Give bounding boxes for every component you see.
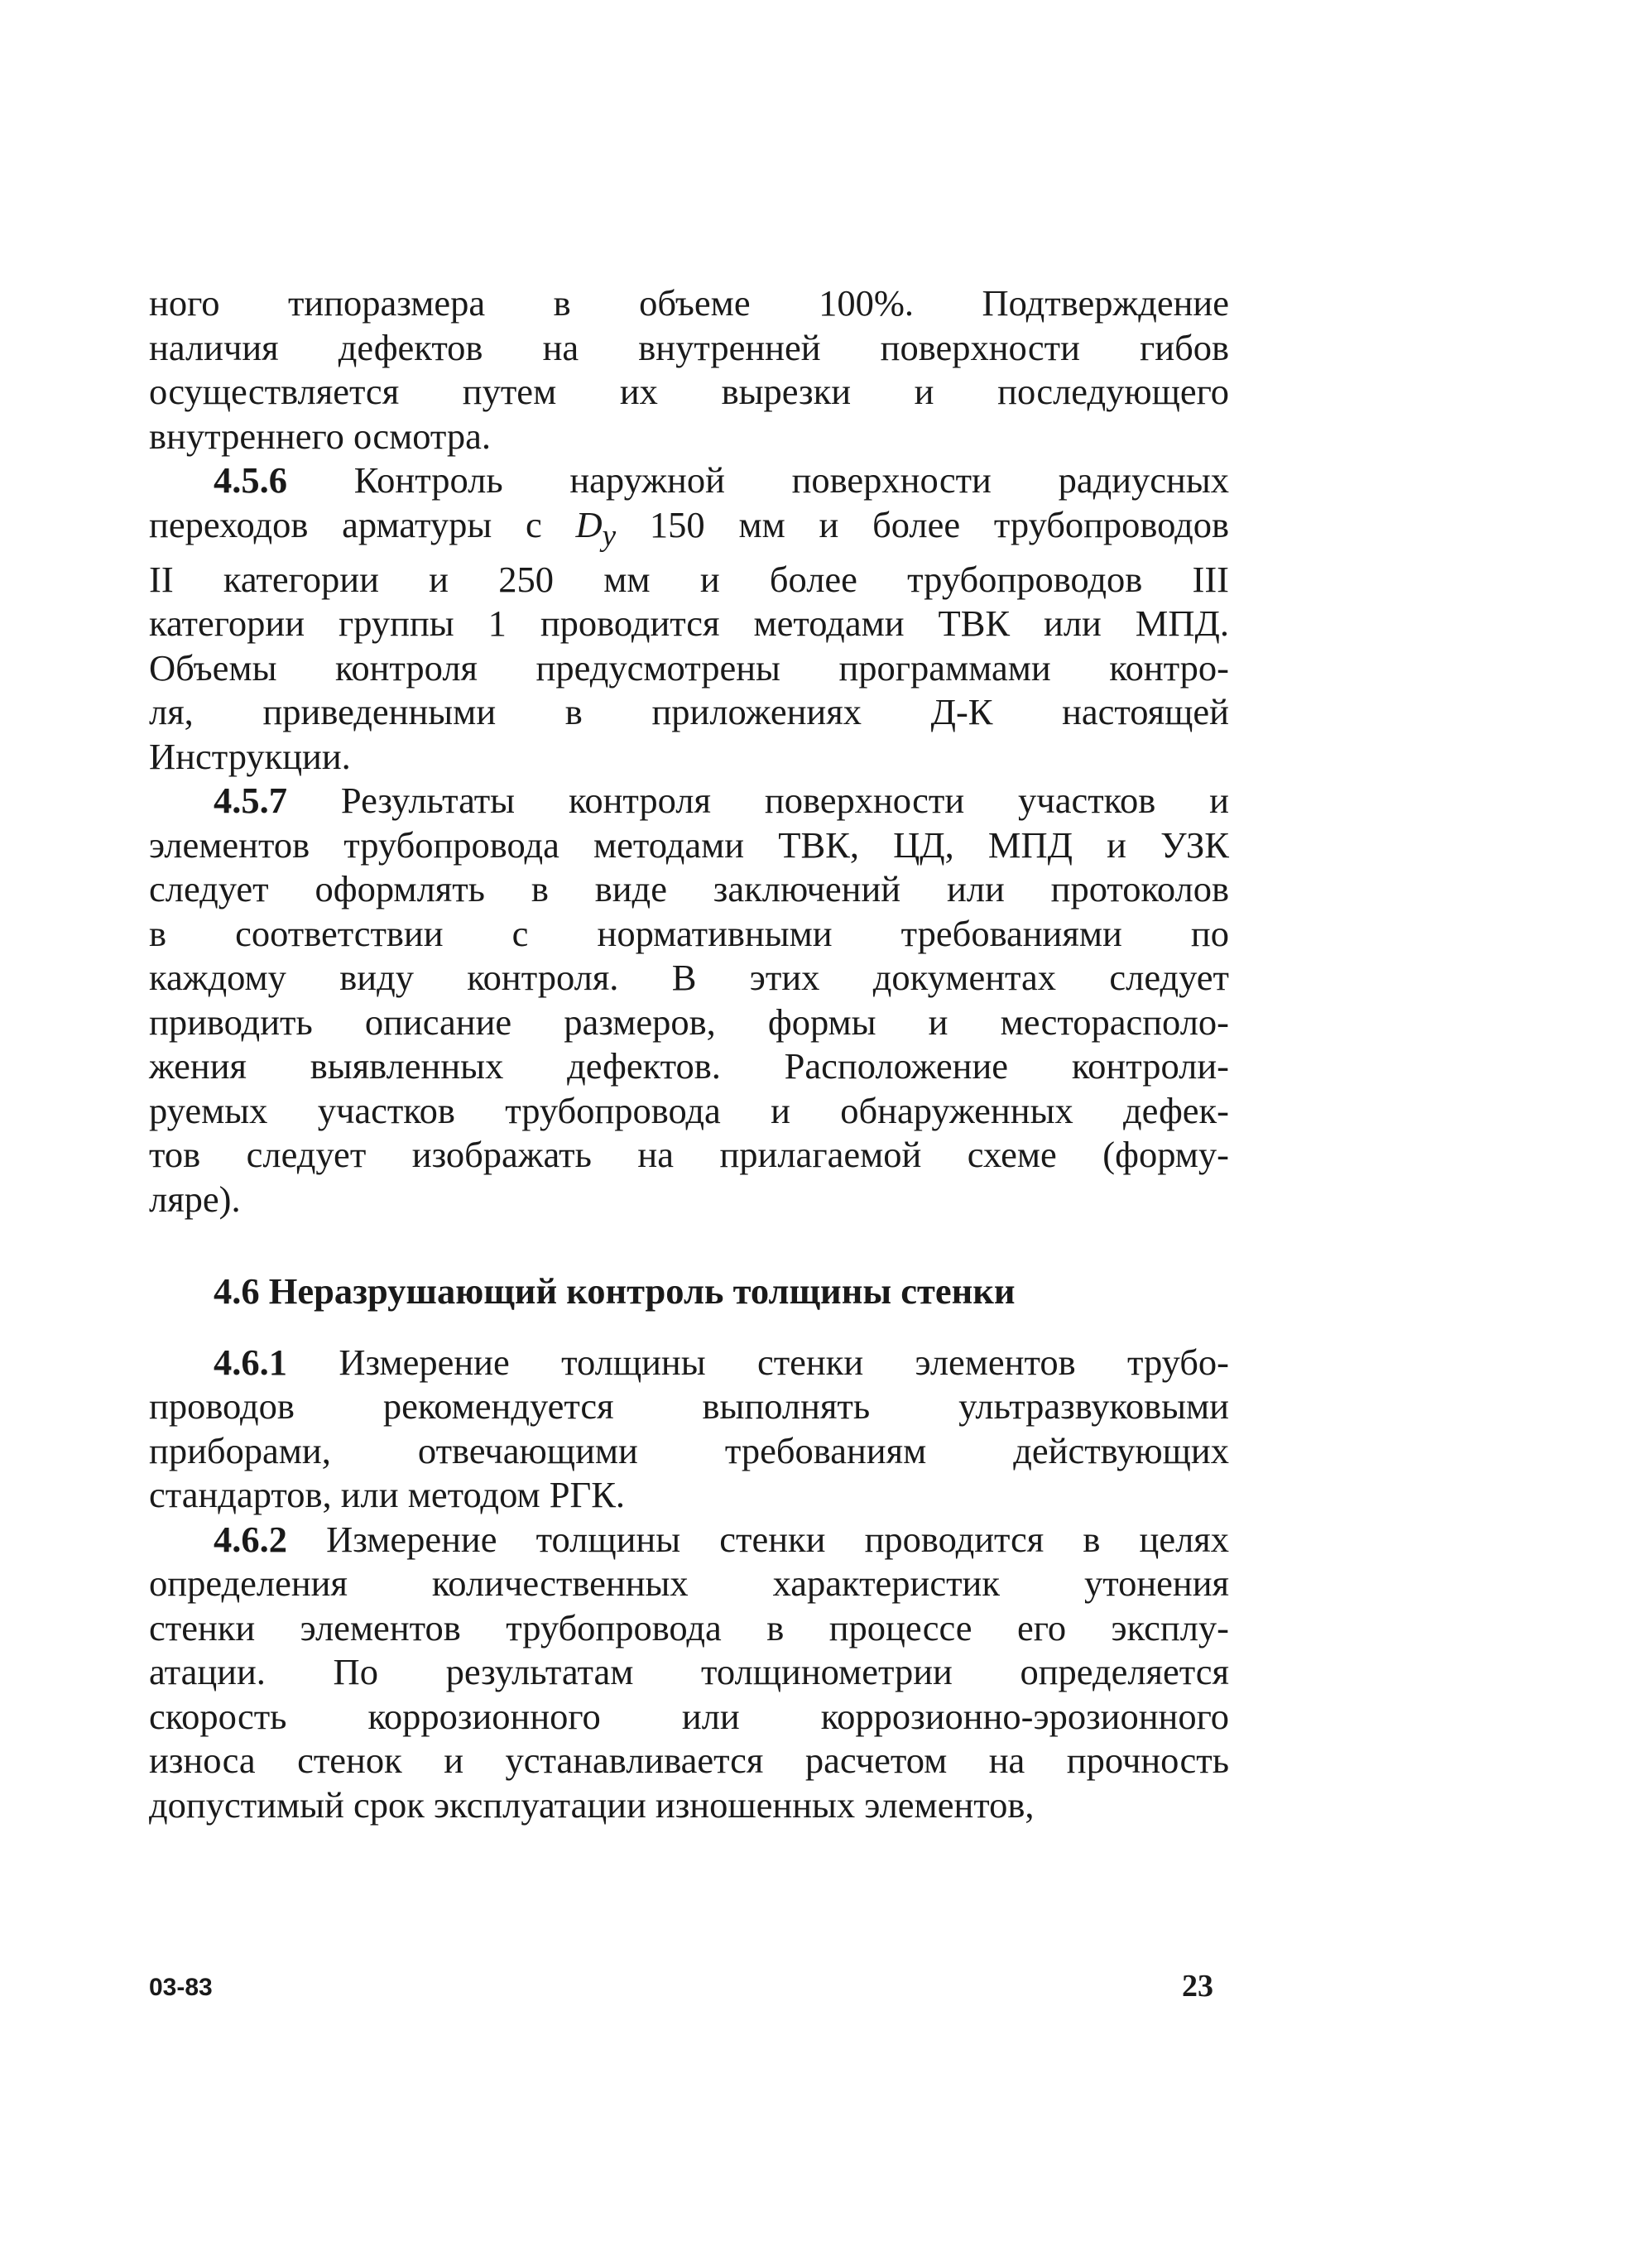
page-number: 23 [1182, 1969, 1213, 2004]
text-line: каждому виду контроля. В этих документах следует [149, 957, 1229, 999]
text-line: внутреннего осмотра. [149, 415, 492, 457]
dy-letter: D [575, 503, 603, 545]
clause-number: 4.6.2 [214, 1518, 287, 1560]
text-line: жения выявленных дефектов. Расположение контроли- [149, 1045, 1229, 1087]
paragraph-4-6-1 [149, 1341, 1229, 1518]
clause-number: 4.5.7 [214, 780, 287, 822]
text-line: категории группы 1 проводится методами ТВК или МПД. [149, 602, 1229, 645]
text-line [149, 458, 1229, 503]
text-line: ного типоразмера в объеме 100%. Подтверждение [149, 282, 1229, 324]
text-line: тов следует изображать на прилагаемой схеме (форму- [149, 1134, 1229, 1176]
section-heading: 4.6 Неразрушающий контроль толщины стенки [214, 1270, 1016, 1313]
clause-text: Результаты контроля поверхности участков и [340, 780, 1229, 822]
text-line: осуществляется путем их вырезки и последующего [149, 371, 1229, 412]
text-line: II категории и 250 мм и более трубопроводов III [149, 558, 1229, 600]
text-line: атации. По результатам толщинометрии определяется [149, 1651, 1229, 1693]
text-line: наличия дефектов на внутренней поверхности гибов [149, 326, 1229, 368]
paragraph-4-5-6 [149, 458, 1229, 779]
clause-text: Контроль наружной поверхности радиусных [353, 459, 1229, 501]
clause-text: Измерение толщины стенки проводится в целях [326, 1518, 1229, 1560]
document-body [149, 281, 1229, 1827]
document-code: 03-83 [149, 1974, 213, 2001]
text-line: следует оформлять в виде заключений или протоколов [149, 868, 1229, 910]
text-line: Инструкции. [149, 735, 351, 777]
text-line: Объемы контроля предусмотрены программами контро- [149, 646, 1229, 689]
text-line: приборами, отвечающими требованиям действующих [149, 1429, 1229, 1471]
dy-symbol [575, 503, 617, 553]
text-line [149, 1341, 1229, 1385]
paragraph-continuation [149, 281, 1229, 458]
text-fragment: переходов арматуры с [149, 503, 542, 545]
paragraph-4-5-7 [149, 779, 1229, 1221]
text-line: определения количественных характеристик утонения [149, 1562, 1229, 1605]
text-fragment: 150 мм и более трубопроводов [649, 503, 1230, 545]
text-line: износа стенок и устанавливается расчетом на прочность [149, 1740, 1229, 1782]
clause-text: Измерение толщины стенки элементов трубо- [339, 1341, 1229, 1383]
text-line: в соответствии с нормативными требованиями по [149, 912, 1229, 954]
text-line: стандартов, или методом РГК. [149, 1474, 626, 1516]
text-line: элементов трубопровода методами ТВК, ЦД, МПД и УЗК [149, 823, 1229, 866]
text-line [149, 1518, 1229, 1562]
paragraph-4-6-2 [149, 1518, 1229, 1828]
text-line: скорость коррозионного или коррозионно-эрозионного [149, 1695, 1229, 1737]
text-line: ля, приведенными в приложениях Д-К настоящей [149, 691, 1229, 733]
clause-number: 4.6.1 [214, 1341, 287, 1383]
text-line: стенки элементов трубопровода в процессе его эксплу- [149, 1606, 1229, 1649]
text-line: приводить описание размеров, формы и месторасполо- [149, 1001, 1229, 1043]
text-line: проводов рекомендуется выполнять ультразвуковыми [149, 1385, 1229, 1428]
text-line [149, 779, 1229, 823]
text-line: руемых участков трубопровода и обнаруженных дефек- [149, 1089, 1229, 1131]
dy-subscript: у [602, 518, 617, 553]
text-line [149, 503, 1229, 558]
clause-number: 4.5.6 [214, 459, 287, 501]
text-line: ляре). [149, 1178, 241, 1220]
text-line: допустимый срок эксплуатации изношенных элементов, [149, 1783, 1035, 1826]
